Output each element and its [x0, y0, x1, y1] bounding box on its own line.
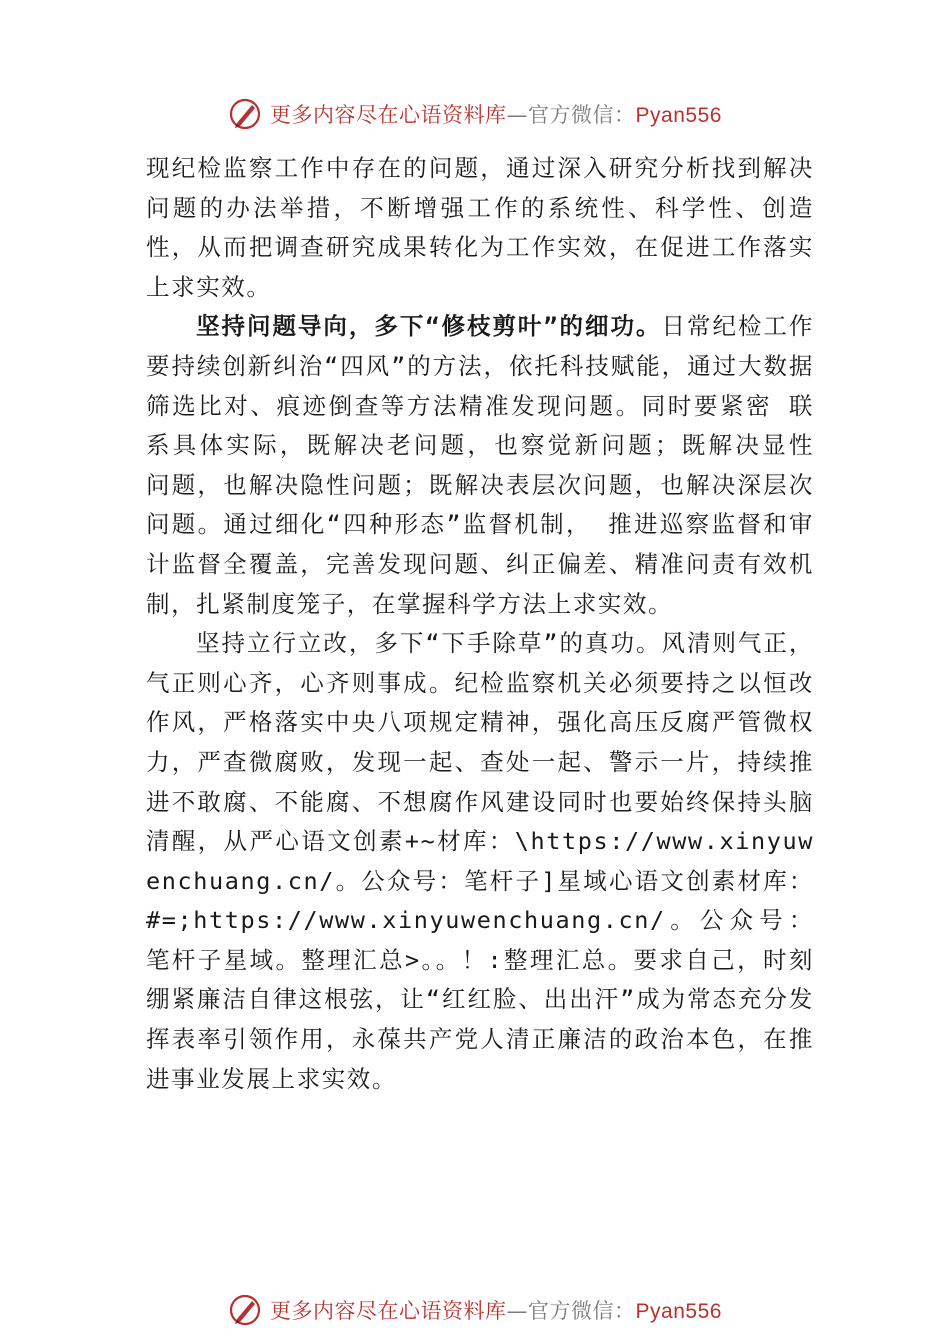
watermark-middle: —官方微信：	[506, 1299, 636, 1323]
watermark-text	[270, 99, 722, 129]
paragraph-1: 现纪检监察工作中存在的问题，通过深入研究分析找到解决问题的办法举措，不断增强工作的系统性、科学性、创造性，从而把调查研究成果转化为工作实效，在促进工作落实上求实效。	[146, 154, 814, 301]
paragraph-2-text: 日常纪检工作要持续创新纠治“四风”的方法，依托科技赋能，通过大数据筛选比对、痕迹倒查等方法精准发现问题。同时要紧密 联系具体实际，既解决老问题，也察觉新问题；既解决显性 问题，也解决隐性问题；既解决表层次问题，也解决深层次问题。通过细化“四种形态”监督机制， 推进巡察监督和审计监督全覆盖，完善发现问题、纠正偏差、精准问责有效机 制，扎紧制度笼子，在掌握科学方法上求实效。	[146, 312, 814, 618]
watermark-wechat-id: Pyan556	[635, 1300, 722, 1323]
watermark-wechat-id: Pyan556	[635, 104, 722, 127]
pen-logo-icon	[228, 1293, 262, 1327]
watermark-prefix: 更多内容尽在心语资料库	[270, 103, 507, 127]
pen-logo-icon	[228, 97, 262, 131]
watermark-middle: —官方微信：	[506, 103, 636, 127]
document-body	[146, 149, 814, 1099]
paragraph-3: 坚持立行立改，多下“下手除草”的真功。风清则气正， 气正则心齐，心齐则事成。纪检监察机关必须要持之以恒改作风，严格落实中央八项规定精神，强化高压反腐严管微权力，严查微腐败，发现一起、查处一起、警示一片，持续推进不敢腐、不能腐、不想腐作风建设同时也要始终保持头脑清醒，从严心语文创素+~材库：\https://www.xinyuwenchuang.cn/。公众号：笔杆子]星域心语文创素材库：#=;https://www.xinyuwenchuang.cn/。公众号：笔杆子星域。整理汇总>。。！:整理汇总。要求自己，时刻绷紧廉洁自律这根弦，让“红红脸、出出汗”成为常态充分发挥表率引领作用，永葆共产党人清正廉洁的政治本色，在推进事业发展上求实效。	[146, 629, 814, 1093]
header-watermark	[0, 94, 950, 134]
paragraph-2	[146, 307, 814, 624]
footer-watermark	[0, 1290, 950, 1330]
watermark-text	[270, 1295, 722, 1325]
paragraph-2-lead: 坚持问题导向，多下“修枝剪叶”的细功。	[196, 312, 662, 341]
watermark-prefix: 更多内容尽在心语资料库	[270, 1299, 507, 1323]
